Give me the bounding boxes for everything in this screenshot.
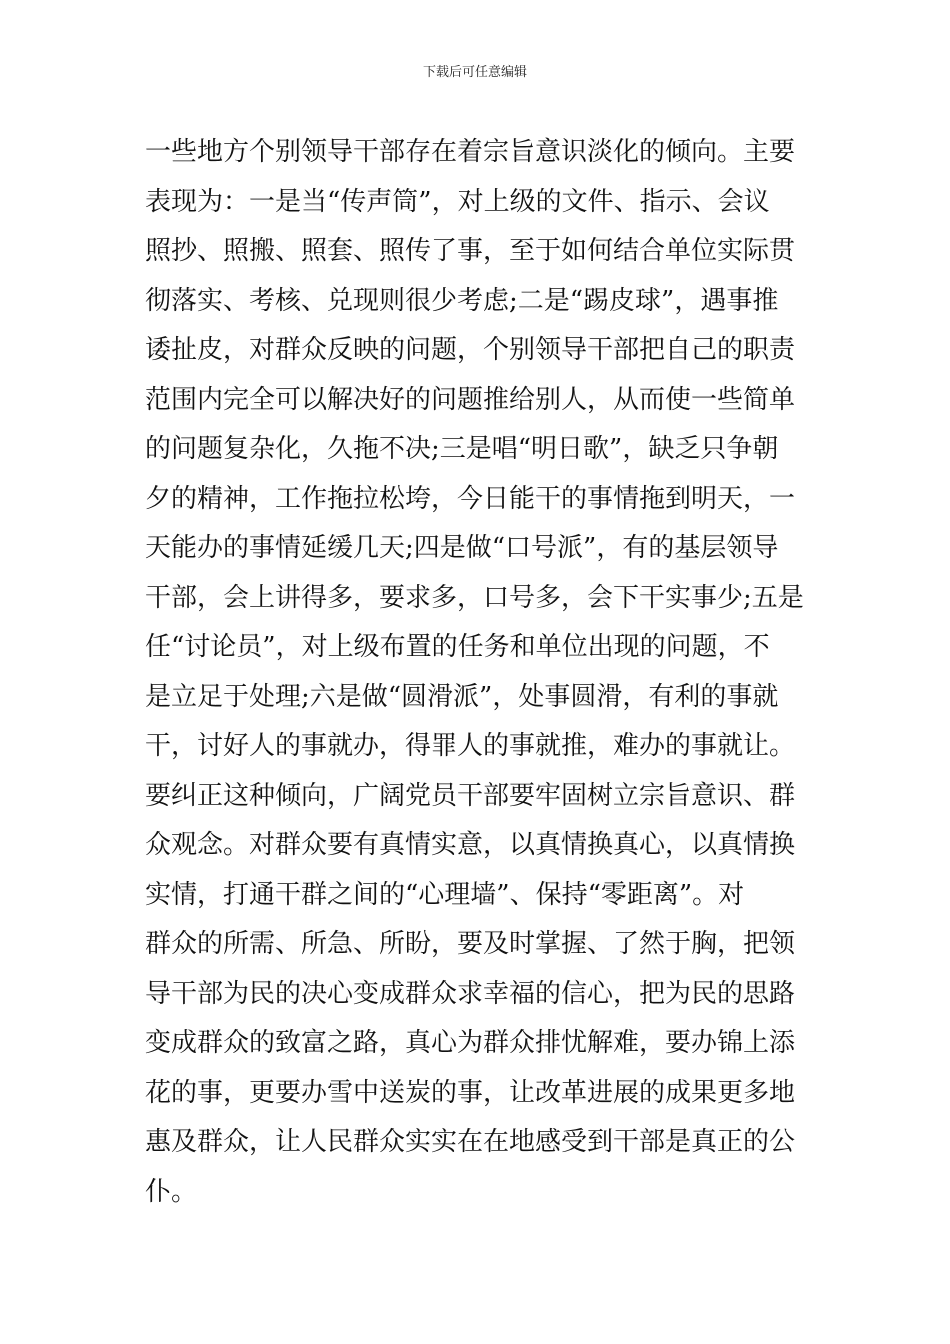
text-line: 的问题复杂化，久拖不决;三是唱“明日歌”，缺乏只争朝 [145, 434, 779, 464]
text-line: 变成群众的致富之路，真心为群众排忧解难，要办锦上添 [145, 1028, 796, 1058]
text-line: 是立足于处理;六是做“圆滑派”，处事圆滑，有利的事就 [145, 681, 779, 712]
text-line: 导干部为民的决心变成群众求幸福的信心，把为民的思路 [145, 978, 796, 1009]
text-line: 天能办的事情延缓几天;四是做“口号派”，有的基层领导 [145, 533, 779, 563]
page-header: 下载后可任意编辑 [422, 65, 527, 80]
text-line: 干，讨好人的事就办，得罪人的事就推，难办的事就让。 [145, 731, 796, 761]
text-line: 要纠正这种倾向，广阔党员干部要牢固树立宗旨意识、群 [145, 780, 796, 811]
text-line: 仆。 [145, 1176, 198, 1207]
text-line: 惠及群众，让人民群众实实在在地感受到干部是真正的公 [145, 1127, 796, 1157]
text-line: 众观念。对群众要有真情实意，以真情换真心，以真情换 [145, 830, 796, 860]
text-line: 群众的所需、所急、所盼，要及时掌握、了然于胸，把领 [145, 929, 796, 959]
text-line: 干部，会上讲得多，要求多，口号多，会下干实事少;五是 [145, 582, 804, 613]
text-line: 彻落实、考核、兑现则很少考虑;二是“踢皮球”，遇事推 [145, 285, 779, 316]
text-line: 夕的精神，工作拖拉松垮，今日能干的事情拖到明天，一 [145, 483, 796, 514]
text-line: 范围内完全可以解决好的问题推给别人，从而使一些简单 [145, 384, 796, 415]
text-line: 实情，打通干群之间的“心理墙”、保持“零距离”。对 [145, 879, 745, 910]
document-body [145, 128, 810, 1217]
text-line: 任“讨论员”，对上级布置的任务和单位出现的问题，不 [145, 632, 770, 662]
text-line: 表现为：一是当“传声筒”，对上级的文件、指示、会议 [145, 186, 770, 217]
text-line: 诿扯皮，对群众反映的问题，个别领导干部把自己的职责 [145, 335, 796, 365]
text-line: 照抄、照搬、照套、照传了事，至于如何结合单位实际贯 [145, 236, 796, 266]
text-line: 一些地方个别领导干部存在着宗旨意识淡化的倾向。主要 [145, 137, 796, 167]
text-line: 花的事，更要办雪中送炭的事，让改革进展的成果更多地 [145, 1077, 796, 1108]
